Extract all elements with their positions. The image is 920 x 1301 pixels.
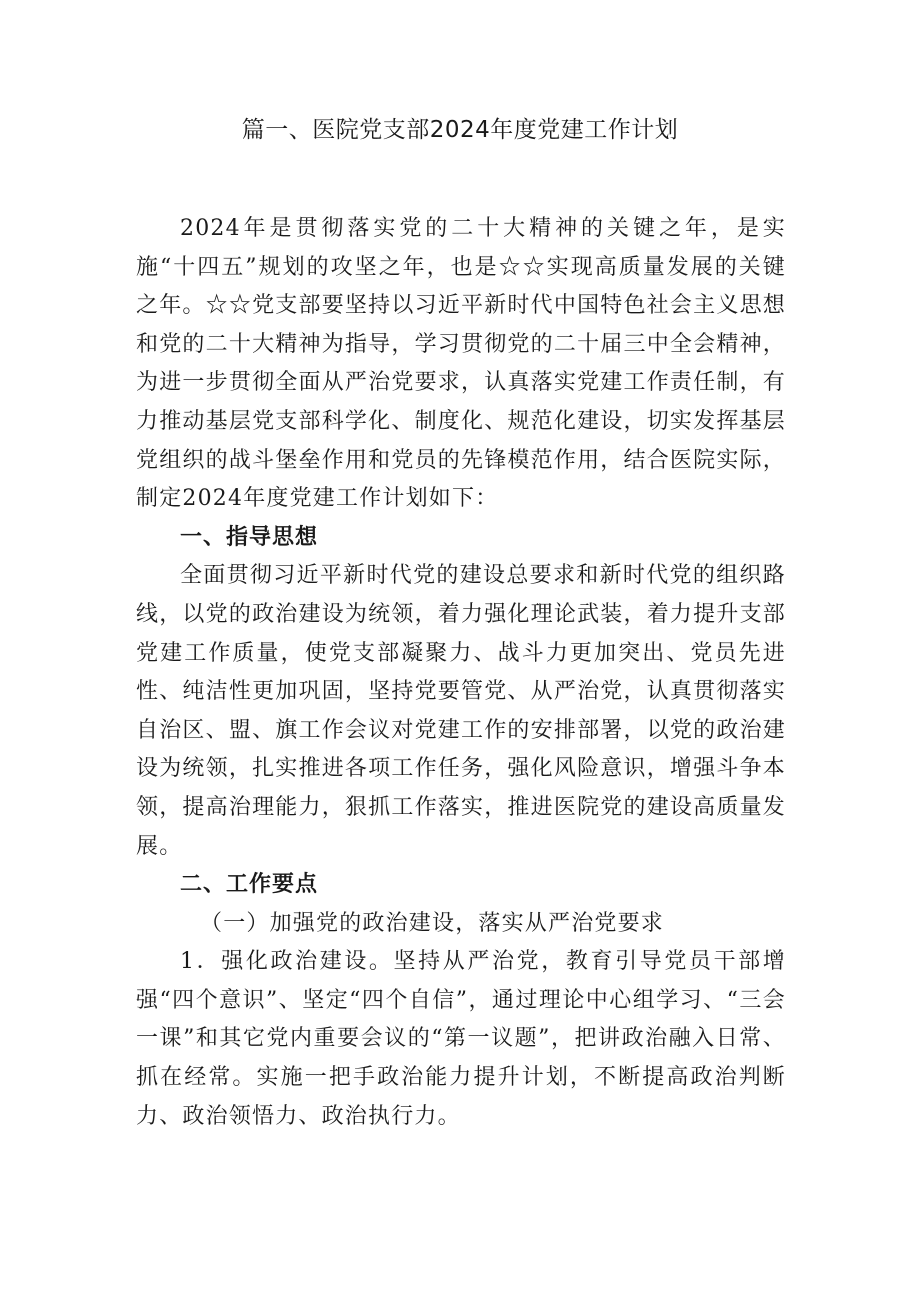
document-title: 篇一、医院党支部2024年度党建工作计划 bbox=[241, 117, 679, 143]
subsection-heading-political-building: （一）加强党的政治建设，落实从严治党要求 bbox=[200, 910, 665, 936]
intro-paragraph: 2024年是贯彻落实党的二十大精神的关键之年，是实施“十四五”规划的攻坚之年，也是☆☆实现高质量发展的关键之年。☆☆党支部要坚持以习近平新时代中国特色社会主义思想和党的二十大精神为指导，学习贯彻党的二十届三中全会精神，为进一步贯彻全面从严治党要求，认真落实党建工作责任制，有力推动基层党支部科学化、制度化、规范化建设，切实发挥基层党组织的战斗堡垒作用和党员的先锋模范作用，结合医院实际，制定2024年度党建工作计划如下： bbox=[136, 216, 786, 512]
section-heading-guiding-ideology: 一、指导思想 bbox=[180, 524, 319, 550]
item-paragraph-political-building: 1．强化政治建设。坚持从严治党，教育引导党员干部增强“四个意识”、坚定“四个自信”，通过理论中心组学习、“三会一课”和其它党内重要会议的“第一议题”，把讲政治融入日常、抓在经常。实施一把手政治能力提升计划，不断提高政治判断力、政治领悟力、政治执行力。 bbox=[136, 949, 786, 1129]
guiding-ideology-paragraph: 全面贯彻习近平新时代党的建设总要求和新时代党的组织路线，以党的政治建设为统领，着力强化理论武装，着力提升支部党建工作质量，使党支部凝聚力、战斗力更加突出、党员先进性、纯洁性更加巩固，坚持党要管党、从严治党，认真贯彻落实自治区、盟、旗工作会议对党建工作的安排部署，以党的政治建设为统领，扎实推进各项工作任务，强化风险意识，增强斗争本领，提高治理能力，狠抓工作落实，推进医院党的建设高质量发展。 bbox=[136, 563, 786, 859]
document-body bbox=[136, 210, 786, 1136]
section-heading-work-points: 二、工作要点 bbox=[180, 872, 319, 898]
